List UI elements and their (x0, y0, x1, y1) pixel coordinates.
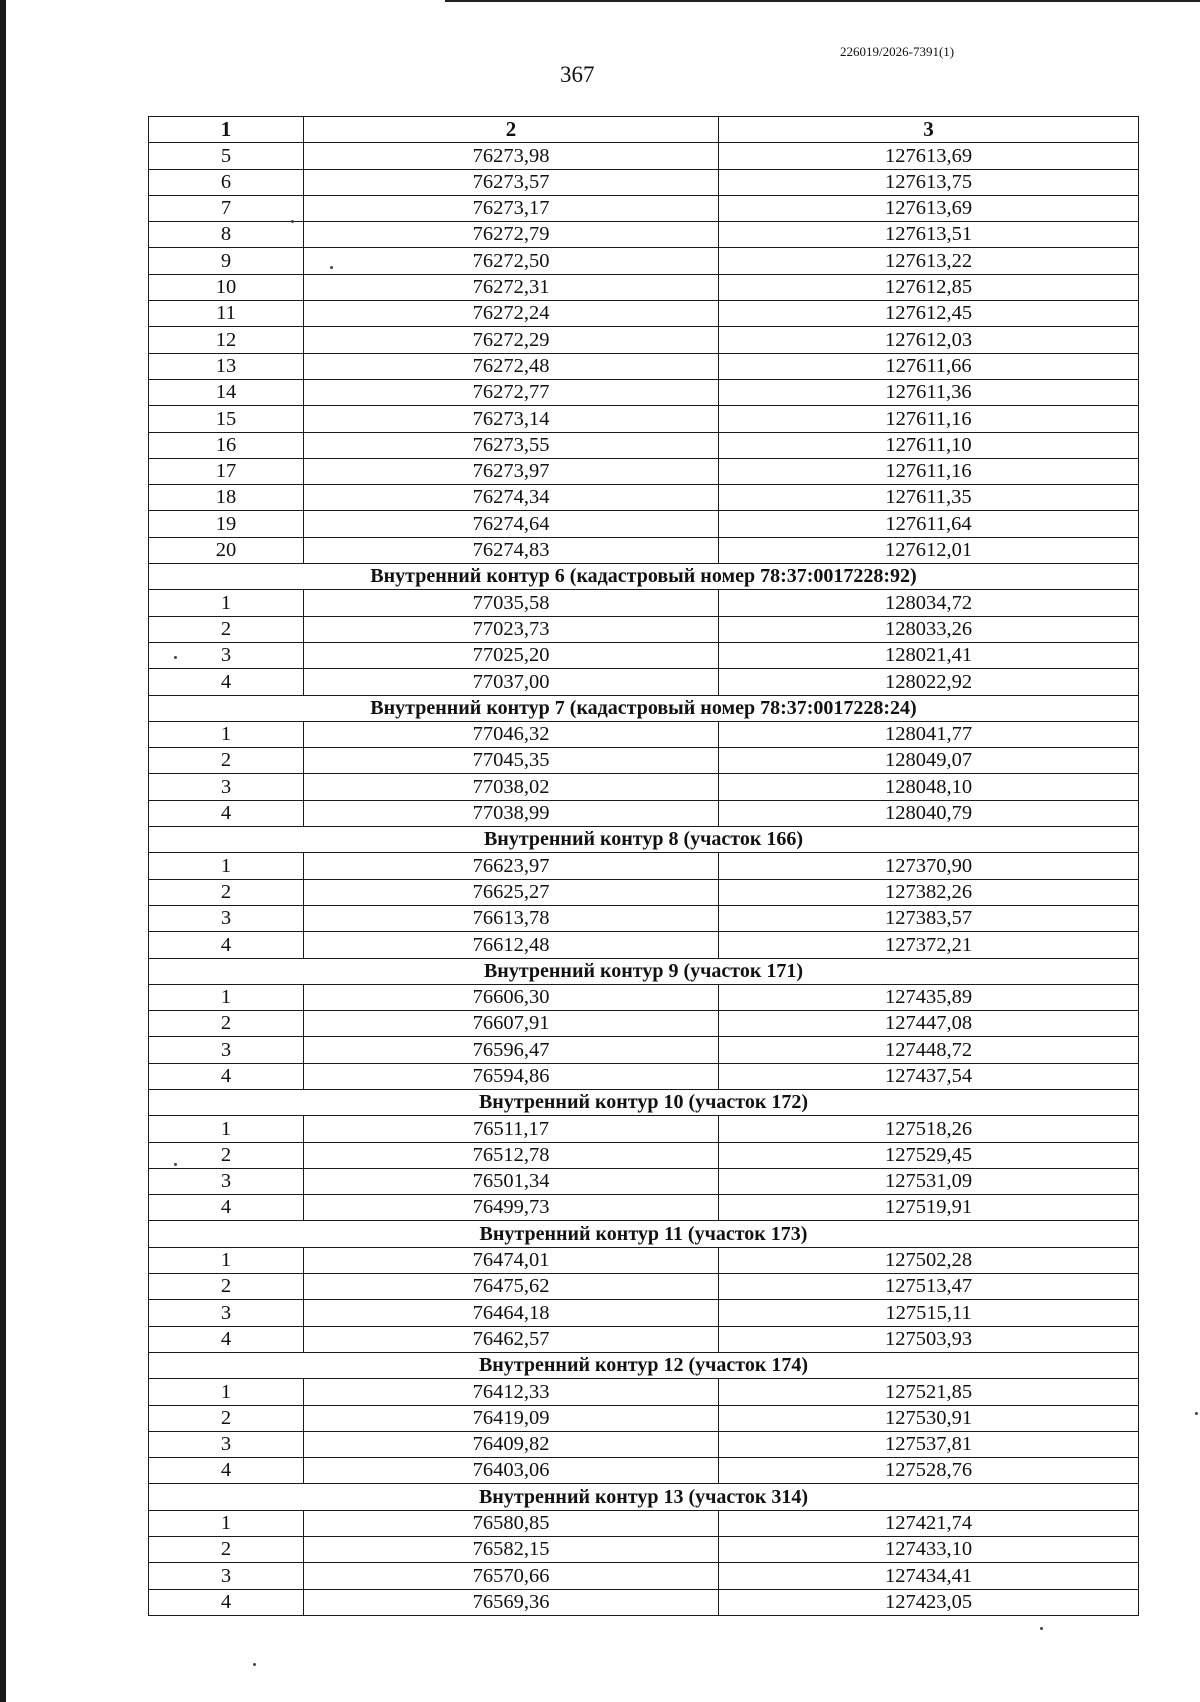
y-coordinate-cell: 128049,07 (719, 748, 1139, 774)
y-coordinate-cell: 127613,75 (719, 169, 1139, 195)
x-coordinate-cell: 76594,86 (304, 1063, 719, 1089)
section-header-row (149, 1352, 1139, 1378)
point-number-cell: 11 (149, 301, 304, 327)
table-row (149, 1063, 1139, 1089)
y-coordinate-cell: 127437,54 (719, 1063, 1139, 1089)
x-coordinate-cell: 76273,55 (304, 432, 719, 458)
point-number-cell: 3 (149, 1563, 304, 1589)
table-row (149, 1247, 1139, 1273)
header-cell-x: 2 (304, 117, 719, 143)
x-coordinate-cell: 77038,02 (304, 774, 719, 800)
point-number-cell: 2 (149, 616, 304, 642)
section-title: Внутренний контур 12 (участок 174) (149, 1352, 1139, 1378)
table-body (149, 143, 1139, 1616)
scan-speck (291, 220, 294, 223)
point-number-cell: 9 (149, 248, 304, 274)
x-coordinate-cell: 76569,36 (304, 1589, 719, 1615)
x-coordinate-cell: 76464,18 (304, 1300, 719, 1326)
section-header-row (149, 564, 1139, 590)
x-coordinate-cell: 76272,24 (304, 301, 719, 327)
table-row (149, 774, 1139, 800)
x-coordinate-cell: 76499,73 (304, 1195, 719, 1221)
y-coordinate-cell: 127612,85 (719, 274, 1139, 300)
x-coordinate-cell: 76272,29 (304, 327, 719, 353)
y-coordinate-cell: 127447,08 (719, 1011, 1139, 1037)
y-coordinate-cell: 127515,11 (719, 1300, 1139, 1326)
y-coordinate-cell: 128033,26 (719, 616, 1139, 642)
scan-top-line (445, 0, 1200, 2)
point-number-cell: 4 (149, 800, 304, 826)
point-number-cell: 5 (149, 143, 304, 169)
table-row (149, 984, 1139, 1010)
point-number-cell: 1 (149, 984, 304, 1010)
x-coordinate-cell: 76512,78 (304, 1142, 719, 1168)
point-number-cell: 1 (149, 721, 304, 747)
table-row (149, 485, 1139, 511)
section-header-row (149, 958, 1139, 984)
table-row (149, 1300, 1139, 1326)
x-coordinate-cell: 76419,09 (304, 1405, 719, 1431)
point-number-cell: 10 (149, 274, 304, 300)
section-header-row (149, 1221, 1139, 1247)
table-row (149, 879, 1139, 905)
y-coordinate-cell: 127521,85 (719, 1379, 1139, 1405)
y-coordinate-cell: 127611,35 (719, 485, 1139, 511)
point-number-cell: 2 (149, 1537, 304, 1563)
point-number-cell: 4 (149, 1195, 304, 1221)
x-coordinate-cell: 77038,99 (304, 800, 719, 826)
point-number-cell: 12 (149, 327, 304, 353)
y-coordinate-cell: 127613,69 (719, 195, 1139, 221)
y-coordinate-cell: 127613,69 (719, 143, 1139, 169)
header-cell-y: 3 (719, 117, 1139, 143)
x-coordinate-cell: 76613,78 (304, 905, 719, 931)
y-coordinate-cell: 127528,76 (719, 1458, 1139, 1484)
scan-speck (253, 1663, 256, 1666)
point-number-cell: 3 (149, 1168, 304, 1194)
y-coordinate-cell: 128041,77 (719, 721, 1139, 747)
point-number-cell: 3 (149, 642, 304, 668)
point-number-cell: 20 (149, 537, 304, 563)
section-header-row (149, 1089, 1139, 1115)
point-number-cell: 3 (149, 1037, 304, 1063)
table-row (149, 274, 1139, 300)
section-title: Внутренний контур 11 (участок 173) (149, 1221, 1139, 1247)
table-row (149, 642, 1139, 668)
table-row (149, 406, 1139, 432)
y-coordinate-cell: 128021,41 (719, 642, 1139, 668)
x-coordinate-cell: 76274,83 (304, 537, 719, 563)
x-coordinate-cell: 76511,17 (304, 1116, 719, 1142)
point-number-cell: 3 (149, 774, 304, 800)
point-number-cell: 4 (149, 669, 304, 695)
x-coordinate-cell: 77037,00 (304, 669, 719, 695)
section-title: Внутренний контур 8 (участок 166) (149, 827, 1139, 853)
scan-left-edge (0, 0, 6, 1702)
y-coordinate-cell: 127370,90 (719, 853, 1139, 879)
y-coordinate-cell: 127518,26 (719, 1116, 1139, 1142)
y-coordinate-cell: 127612,03 (719, 327, 1139, 353)
y-coordinate-cell: 127435,89 (719, 984, 1139, 1010)
point-number-cell: 4 (149, 1326, 304, 1352)
section-title: Внутренний контур 6 (кадастровый номер 78:37:0017228:92) (149, 564, 1139, 590)
x-coordinate-cell: 76625,27 (304, 879, 719, 905)
table-row (149, 590, 1139, 616)
x-coordinate-cell: 76272,77 (304, 379, 719, 405)
x-coordinate-cell: 76570,66 (304, 1563, 719, 1589)
scan-speck (1040, 1627, 1043, 1630)
table-row (149, 1563, 1139, 1589)
y-coordinate-cell: 128034,72 (719, 590, 1139, 616)
y-coordinate-cell: 127383,57 (719, 905, 1139, 931)
x-coordinate-cell: 76412,33 (304, 1379, 719, 1405)
table-row (149, 1510, 1139, 1536)
y-coordinate-cell: 127611,36 (719, 379, 1139, 405)
table-row (149, 1379, 1139, 1405)
y-coordinate-cell: 127613,51 (719, 222, 1139, 248)
x-coordinate-cell: 76582,15 (304, 1537, 719, 1563)
point-number-cell: 8 (149, 222, 304, 248)
x-coordinate-cell: 76272,31 (304, 274, 719, 300)
y-coordinate-cell: 127513,47 (719, 1274, 1139, 1300)
y-coordinate-cell: 127611,66 (719, 353, 1139, 379)
y-coordinate-cell: 127421,74 (719, 1510, 1139, 1536)
page-number: 367 (560, 62, 595, 87)
y-coordinate-cell: 127382,26 (719, 879, 1139, 905)
table-row (149, 537, 1139, 563)
x-coordinate-cell: 77046,32 (304, 721, 719, 747)
point-number-cell: 3 (149, 905, 304, 931)
y-coordinate-cell: 127611,10 (719, 432, 1139, 458)
point-number-cell: 3 (149, 1300, 304, 1326)
table-row (149, 1011, 1139, 1037)
x-coordinate-cell: 77045,35 (304, 748, 719, 774)
point-number-cell: 1 (149, 1247, 304, 1273)
point-number-cell: 4 (149, 932, 304, 958)
point-number-cell: 4 (149, 1063, 304, 1089)
y-coordinate-cell: 127503,93 (719, 1326, 1139, 1352)
x-coordinate-cell: 77023,73 (304, 616, 719, 642)
x-coordinate-cell: 76272,50 (304, 248, 719, 274)
table-row (149, 905, 1139, 931)
y-coordinate-cell: 128022,92 (719, 669, 1139, 695)
table-row (149, 721, 1139, 747)
scan-speck (1195, 1412, 1198, 1415)
x-coordinate-cell: 76606,30 (304, 984, 719, 1010)
x-coordinate-cell: 76273,97 (304, 458, 719, 484)
x-coordinate-cell: 76272,79 (304, 222, 719, 248)
table-row (149, 511, 1139, 537)
table-row (149, 143, 1139, 169)
y-coordinate-cell: 127372,21 (719, 932, 1139, 958)
table-row (149, 458, 1139, 484)
y-coordinate-cell: 127423,05 (719, 1589, 1139, 1615)
table-row (149, 1168, 1139, 1194)
y-coordinate-cell: 127529,45 (719, 1142, 1139, 1168)
y-coordinate-cell: 127611,64 (719, 511, 1139, 537)
x-coordinate-cell: 77025,20 (304, 642, 719, 668)
section-header-row (149, 827, 1139, 853)
table-row (149, 1537, 1139, 1563)
y-coordinate-cell: 127519,91 (719, 1195, 1139, 1221)
section-header-row (149, 695, 1139, 721)
table-row (149, 327, 1139, 353)
y-coordinate-cell: 127537,81 (719, 1431, 1139, 1457)
point-number-cell: 16 (149, 432, 304, 458)
x-coordinate-cell: 76272,48 (304, 353, 719, 379)
table-row (149, 1116, 1139, 1142)
point-number-cell: 14 (149, 379, 304, 405)
point-number-cell: 4 (149, 1589, 304, 1615)
point-number-cell: 1 (149, 1116, 304, 1142)
x-coordinate-cell: 76596,47 (304, 1037, 719, 1063)
x-coordinate-cell: 76403,06 (304, 1458, 719, 1484)
point-number-cell: 15 (149, 406, 304, 432)
scan-speck (174, 656, 177, 659)
table-row (149, 195, 1139, 221)
table-row (149, 1431, 1139, 1457)
table-row (149, 748, 1139, 774)
point-number-cell: 17 (149, 458, 304, 484)
point-number-cell: 6 (149, 169, 304, 195)
point-number-cell: 1 (149, 1379, 304, 1405)
x-coordinate-cell: 76273,14 (304, 406, 719, 432)
y-coordinate-cell: 128048,10 (719, 774, 1139, 800)
table-row (149, 222, 1139, 248)
table-row (149, 379, 1139, 405)
table-row (149, 1458, 1139, 1484)
table-row (149, 432, 1139, 458)
point-number-cell: 2 (149, 1011, 304, 1037)
point-number-cell: 7 (149, 195, 304, 221)
x-coordinate-cell: 76607,91 (304, 1011, 719, 1037)
x-coordinate-cell: 76273,17 (304, 195, 719, 221)
x-coordinate-cell: 76623,97 (304, 853, 719, 879)
table-row (149, 669, 1139, 695)
y-coordinate-cell: 127612,45 (719, 301, 1139, 327)
section-title: Внутренний контур 13 (участок 314) (149, 1484, 1139, 1510)
table-row (149, 1195, 1139, 1221)
table-row (149, 1274, 1139, 1300)
document-reference: 226019/2026-7391(1) (840, 44, 955, 59)
table-row (149, 800, 1139, 826)
scan-speck (174, 1163, 177, 1166)
point-number-cell: 2 (149, 1274, 304, 1300)
table-row (149, 301, 1139, 327)
y-coordinate-cell: 127502,28 (719, 1247, 1139, 1273)
y-coordinate-cell: 127612,01 (719, 537, 1139, 563)
y-coordinate-cell: 128040,79 (719, 800, 1139, 826)
section-title: Внутренний контур 9 (участок 171) (149, 958, 1139, 984)
table-row (149, 353, 1139, 379)
y-coordinate-cell: 127434,41 (719, 1563, 1139, 1589)
x-coordinate-cell: 76409,82 (304, 1431, 719, 1457)
section-title: Внутренний контур 10 (участок 172) (149, 1089, 1139, 1115)
table-row (149, 932, 1139, 958)
y-coordinate-cell: 127448,72 (719, 1037, 1139, 1063)
x-coordinate-cell: 76501,34 (304, 1168, 719, 1194)
header-cell-point: 1 (149, 117, 304, 143)
table-header-row (149, 117, 1139, 143)
y-coordinate-cell: 127613,22 (719, 248, 1139, 274)
y-coordinate-cell: 127611,16 (719, 406, 1139, 432)
x-coordinate-cell: 76462,57 (304, 1326, 719, 1352)
x-coordinate-cell: 77035,58 (304, 590, 719, 616)
point-number-cell: 4 (149, 1458, 304, 1484)
y-coordinate-cell: 127530,91 (719, 1405, 1139, 1431)
coordinates-table (148, 116, 1139, 1616)
table-row (149, 1589, 1139, 1615)
point-number-cell: 2 (149, 1142, 304, 1168)
point-number-cell: 13 (149, 353, 304, 379)
x-coordinate-cell: 76580,85 (304, 1510, 719, 1536)
table-row (149, 853, 1139, 879)
table-row (149, 1037, 1139, 1063)
point-number-cell: 3 (149, 1431, 304, 1457)
x-coordinate-cell: 76273,57 (304, 169, 719, 195)
x-coordinate-cell: 76474,01 (304, 1247, 719, 1273)
point-number-cell: 19 (149, 511, 304, 537)
y-coordinate-cell: 127433,10 (719, 1537, 1139, 1563)
table-row (149, 1326, 1139, 1352)
table-row (149, 169, 1139, 195)
point-number-cell: 1 (149, 590, 304, 616)
table-row (149, 616, 1139, 642)
section-header-row (149, 1484, 1139, 1510)
y-coordinate-cell: 127531,09 (719, 1168, 1139, 1194)
table-row (149, 1405, 1139, 1431)
table-row (149, 248, 1139, 274)
section-title: Внутренний контур 7 (кадастровый номер 78:37:0017228:24) (149, 695, 1139, 721)
x-coordinate-cell: 76274,64 (304, 511, 719, 537)
point-number-cell: 1 (149, 853, 304, 879)
point-number-cell: 2 (149, 879, 304, 905)
point-number-cell: 1 (149, 1510, 304, 1536)
point-number-cell: 2 (149, 748, 304, 774)
scan-speck (330, 266, 333, 269)
y-coordinate-cell: 127611,16 (719, 458, 1139, 484)
x-coordinate-cell: 76274,34 (304, 485, 719, 511)
x-coordinate-cell: 76612,48 (304, 932, 719, 958)
table-row (149, 1142, 1139, 1168)
point-number-cell: 2 (149, 1405, 304, 1431)
point-number-cell: 18 (149, 485, 304, 511)
x-coordinate-cell: 76475,62 (304, 1274, 719, 1300)
x-coordinate-cell: 76273,98 (304, 143, 719, 169)
